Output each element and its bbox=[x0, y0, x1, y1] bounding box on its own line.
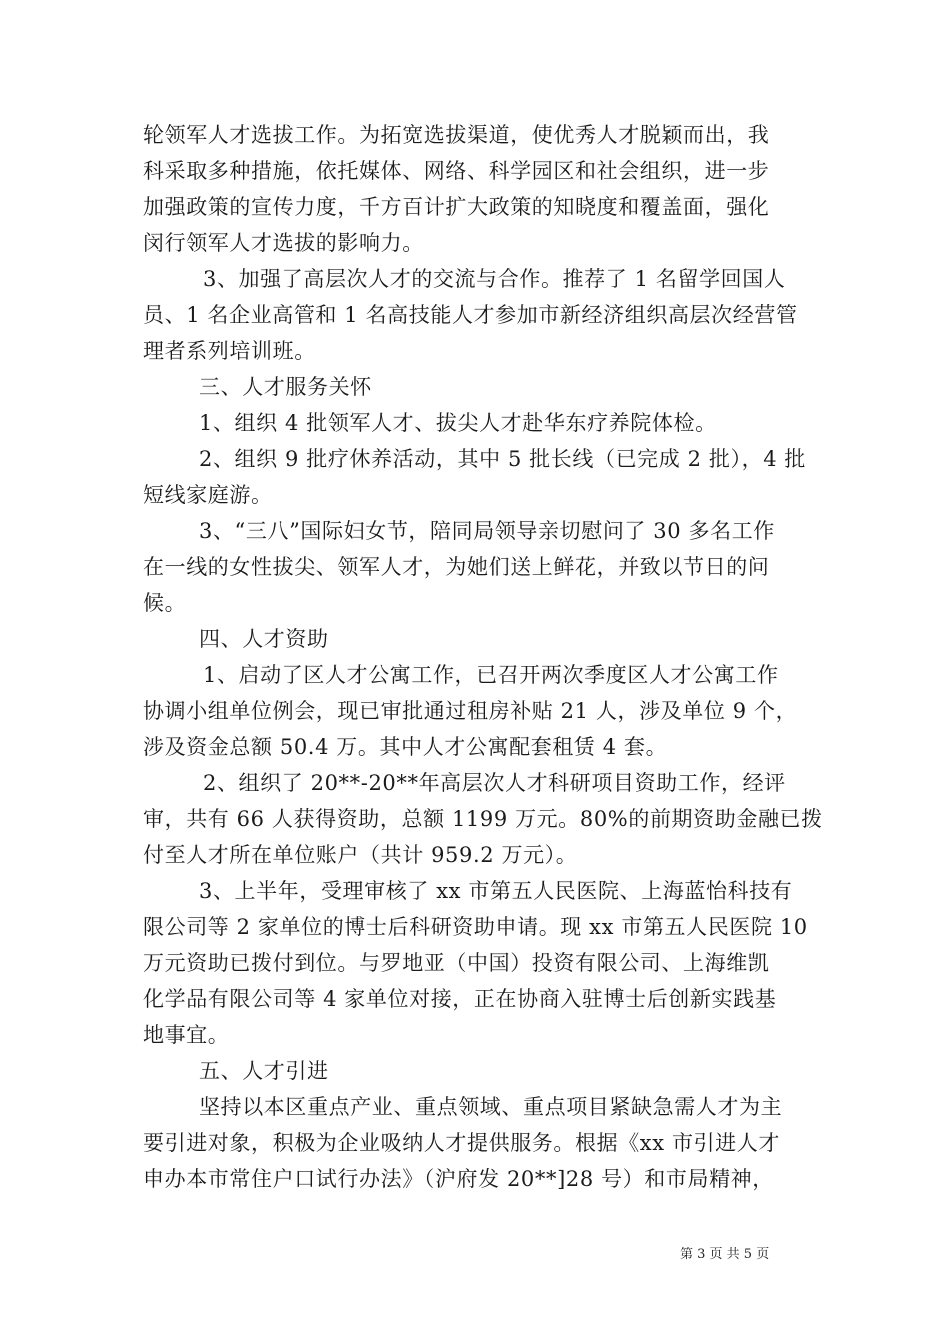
text-line: 要引进对象，积极为企业吸纳人才提供服务。根据《xx 市引进人才 bbox=[143, 1131, 780, 1155]
text-line: 员、1 名企业高管和 1 名高技能人才参加市新经济组织高层次经营管 bbox=[143, 303, 798, 327]
text-line: 候。 bbox=[143, 591, 187, 615]
section-heading: 三、人才服务关怀 bbox=[199, 375, 372, 399]
text-line: 3、“三八”国际妇女节，陪同局领导亲切慰问了 30 多名工作 bbox=[199, 519, 775, 543]
text-line: 3、上半年，受理审核了 xx 市第五人民医院、上海蓝怡科技有 bbox=[199, 879, 793, 903]
section-heading: 四、人才资助 bbox=[199, 627, 329, 651]
text-line: 轮领军人才选拔工作。为拓宽选拔渠道，使优秀人才脱颖而出，我 bbox=[143, 123, 770, 147]
text-line: 3、加强了高层次人才的交流与合作。推荐了 1 名留学回国人 bbox=[203, 267, 786, 291]
text-line: 理者系列培训班。 bbox=[143, 339, 316, 363]
text-line: 2、组织 9 批疗休养活动，其中 5 批长线（已完成 2 批），4 批 bbox=[199, 447, 807, 471]
text-line: 地事宜。 bbox=[143, 1023, 230, 1047]
text-line: 化学品有限公司等 4 家单位对接，正在协商入驻博士后创新实践基 bbox=[143, 987, 777, 1011]
text-line: 申办本市常住户口试行办法》（沪府发 20**]28 号）和市局精神， bbox=[143, 1167, 774, 1191]
text-line: 1、启动了区人才公寓工作，已召开两次季度区人才公寓工作 bbox=[203, 663, 779, 687]
text-line: 短线家庭游。 bbox=[143, 483, 273, 507]
text-line: 万元资助已拨付到位。与罗地亚（中国）投资有限公司、上海维凯 bbox=[143, 951, 770, 975]
page-number: 第 3 页 共 5 页 bbox=[680, 1247, 770, 1262]
text-line: 涉及资金总额 50.4 万。其中人才公寓配套租赁 4 套。 bbox=[143, 735, 668, 759]
text-line: 闵行领军人才选拔的影响力。 bbox=[143, 231, 424, 255]
document-body bbox=[143, 117, 823, 1197]
section-heading: 五、人才引进 bbox=[199, 1059, 329, 1083]
text-line: 限公司等 2 家单位的博士后科研资助申请。现 xx 市第五人民医院 10 bbox=[143, 915, 808, 939]
text-line: 1、组织 4 批领军人才、拔尖人才赴华东疗养院体检。 bbox=[199, 411, 717, 435]
text-line: 在一线的女性拔尖、领军人才，为她们送上鲜花，并致以节日的问 bbox=[143, 555, 770, 579]
text-line: 科采取多种措施，依托媒体、网络、科学园区和社会组织，进一步 bbox=[143, 159, 770, 183]
text-line: 加强政策的宣传力度，千方百计扩大政策的知晓度和覆盖面，强化 bbox=[143, 195, 770, 219]
text-line: 协调小组单位例会，现已审批通过租房补贴 21 人，涉及单位 9 个， bbox=[143, 699, 798, 723]
text-line: 坚持以本区重点产业、重点领域、重点项目紧缺急需人才为主 bbox=[199, 1095, 783, 1119]
text-line: 审，共有 66 人获得资助，总额 1199 万元。80%的前期资助金融已拨 bbox=[143, 807, 823, 831]
text-line: 2、组织了 20**-20**年高层次人才科研项目资助工作，经评 bbox=[203, 771, 786, 795]
text-line: 付至人才所在单位账户（共计 959.2 万元）。 bbox=[143, 843, 578, 867]
